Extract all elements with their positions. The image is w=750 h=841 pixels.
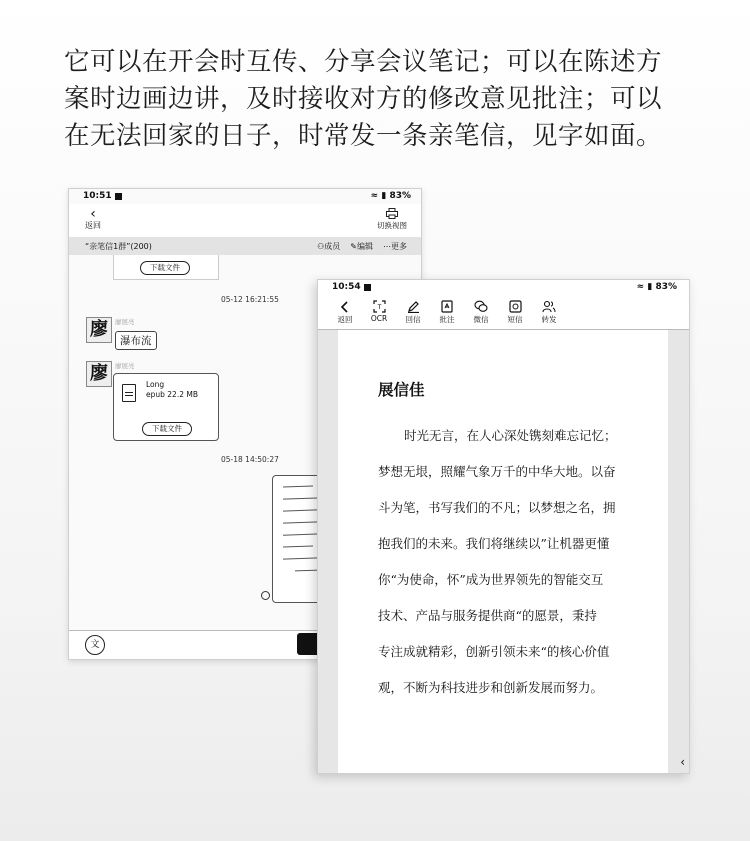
letter-line: 专注成就精彩，创新引领未来“的核心价值 bbox=[378, 644, 610, 659]
letter-line: 你“为使命，怀”成为世界领先的智能交互 bbox=[378, 572, 604, 587]
more-button[interactable]: ⋯更多 bbox=[383, 242, 407, 251]
headline-line-3: 在无法回家的日子，时常发一条亲笔信，见字如面。 bbox=[64, 121, 663, 151]
back-button[interactable]: 返回 bbox=[330, 299, 360, 325]
battery-icon: ▮ bbox=[381, 191, 387, 201]
avatar[interactable]: 廖 bbox=[86, 361, 112, 387]
back-button[interactable] bbox=[81, 208, 105, 231]
letter-line: 抱我们的未来。我们将继续以”让机器更懂 bbox=[378, 536, 610, 551]
reader-toolbar bbox=[318, 295, 689, 330]
edit-button[interactable]: ✎编辑 bbox=[350, 242, 373, 251]
file-meta: epub 22.2 MB bbox=[146, 390, 198, 399]
chat-toolbar bbox=[69, 204, 421, 238]
status-time: 10:51 bbox=[83, 191, 112, 201]
switch-view-button[interactable] bbox=[377, 208, 407, 231]
letter-line: 梦想无垠，照耀气象万千的中华大地。以奋 bbox=[378, 464, 616, 479]
printer-icon bbox=[377, 208, 407, 220]
wifi-icon: ≈ bbox=[370, 191, 379, 201]
file-name: Long bbox=[146, 380, 165, 389]
svg-text:T: T bbox=[377, 304, 381, 311]
notification-icon bbox=[364, 284, 371, 291]
file-message-card[interactable] bbox=[113, 373, 219, 441]
ocr-scan-icon bbox=[364, 299, 394, 314]
page-nav-chevron-icon[interactable]: ‹ bbox=[680, 755, 685, 769]
reader-device-screen bbox=[317, 279, 690, 774]
group-name: “亲笔信1群”(200) bbox=[85, 242, 152, 251]
letter-page bbox=[338, 330, 668, 773]
wechat-icon bbox=[466, 299, 496, 314]
forward-users-icon bbox=[534, 299, 564, 314]
ocr-button[interactable]: T OCR bbox=[364, 299, 394, 323]
text-input-toggle[interactable]: 文 bbox=[85, 635, 105, 655]
back-label: 返回 bbox=[85, 221, 101, 230]
letter-line: 技术、产品与服务提供商“的愿景，秉持 bbox=[378, 608, 597, 623]
document-icon bbox=[122, 384, 136, 402]
annotate-button[interactable]: 批注 bbox=[432, 299, 462, 325]
headline-line-2: 案时边画边讲，及时接收对方的修改意见批注；可以 bbox=[64, 84, 663, 114]
headline-line-1: 它可以在开会时互传、分享会议笔记；可以在陈述方 bbox=[64, 47, 663, 77]
headline bbox=[64, 44, 694, 155]
wifi-icon: ≈ bbox=[636, 282, 645, 292]
reader-page-area bbox=[318, 330, 689, 773]
edit-icon: ✎ bbox=[350, 242, 357, 251]
battery-icon: ▮ bbox=[647, 282, 653, 292]
download-button[interactable]: 下载文件 bbox=[142, 422, 192, 436]
letter-title: 展信佳 bbox=[378, 380, 425, 399]
file-card-top bbox=[113, 255, 219, 280]
sms-icon bbox=[500, 299, 530, 314]
members-icon: ⚇ bbox=[317, 242, 325, 251]
status-bar bbox=[69, 189, 421, 204]
chevron-left-icon: ‹ bbox=[90, 206, 96, 222]
timestamp: 05-18 14:50:27 bbox=[221, 455, 279, 464]
forward-button[interactable]: 转发 bbox=[534, 299, 564, 325]
sender-name: 廖展亮 bbox=[115, 318, 135, 326]
timestamp: 05-12 16:21:55 bbox=[221, 295, 279, 304]
letter-line: 观，不断为科技进步和创新发展而努力。 bbox=[378, 680, 604, 695]
pen-icon bbox=[398, 299, 428, 314]
message-bubble[interactable]: 瀑布流 bbox=[115, 331, 157, 350]
wechat-button[interactable]: 微信 bbox=[466, 299, 496, 325]
sender-name: 廖展亮 bbox=[115, 362, 135, 370]
avatar[interactable]: 廖 bbox=[86, 317, 112, 343]
annotate-icon bbox=[432, 299, 462, 314]
sms-button[interactable]: 短信 bbox=[500, 299, 530, 325]
status-bar bbox=[318, 280, 689, 295]
letter-line: 斗为笔，书写我们的不凡；以梦想之名，拥 bbox=[378, 500, 616, 515]
reply-button[interactable]: 回信 bbox=[398, 299, 428, 325]
members-button[interactable]: ⚇成员 bbox=[317, 242, 341, 251]
battery-level: 83% bbox=[389, 191, 411, 201]
select-radio[interactable] bbox=[261, 591, 270, 600]
chevron-left-icon bbox=[330, 299, 360, 314]
notification-icon bbox=[115, 193, 122, 200]
status-time: 10:54 bbox=[332, 282, 361, 292]
group-bar bbox=[69, 237, 421, 255]
switch-view-label: 切换视图 bbox=[377, 221, 407, 230]
more-icon: ⋯ bbox=[383, 242, 391, 251]
letter-line: 时光无言，在人心深处镌刻难忘记忆； bbox=[404, 428, 617, 443]
download-button[interactable]: 下载文件 bbox=[140, 261, 190, 275]
battery-level: 83% bbox=[655, 282, 677, 292]
